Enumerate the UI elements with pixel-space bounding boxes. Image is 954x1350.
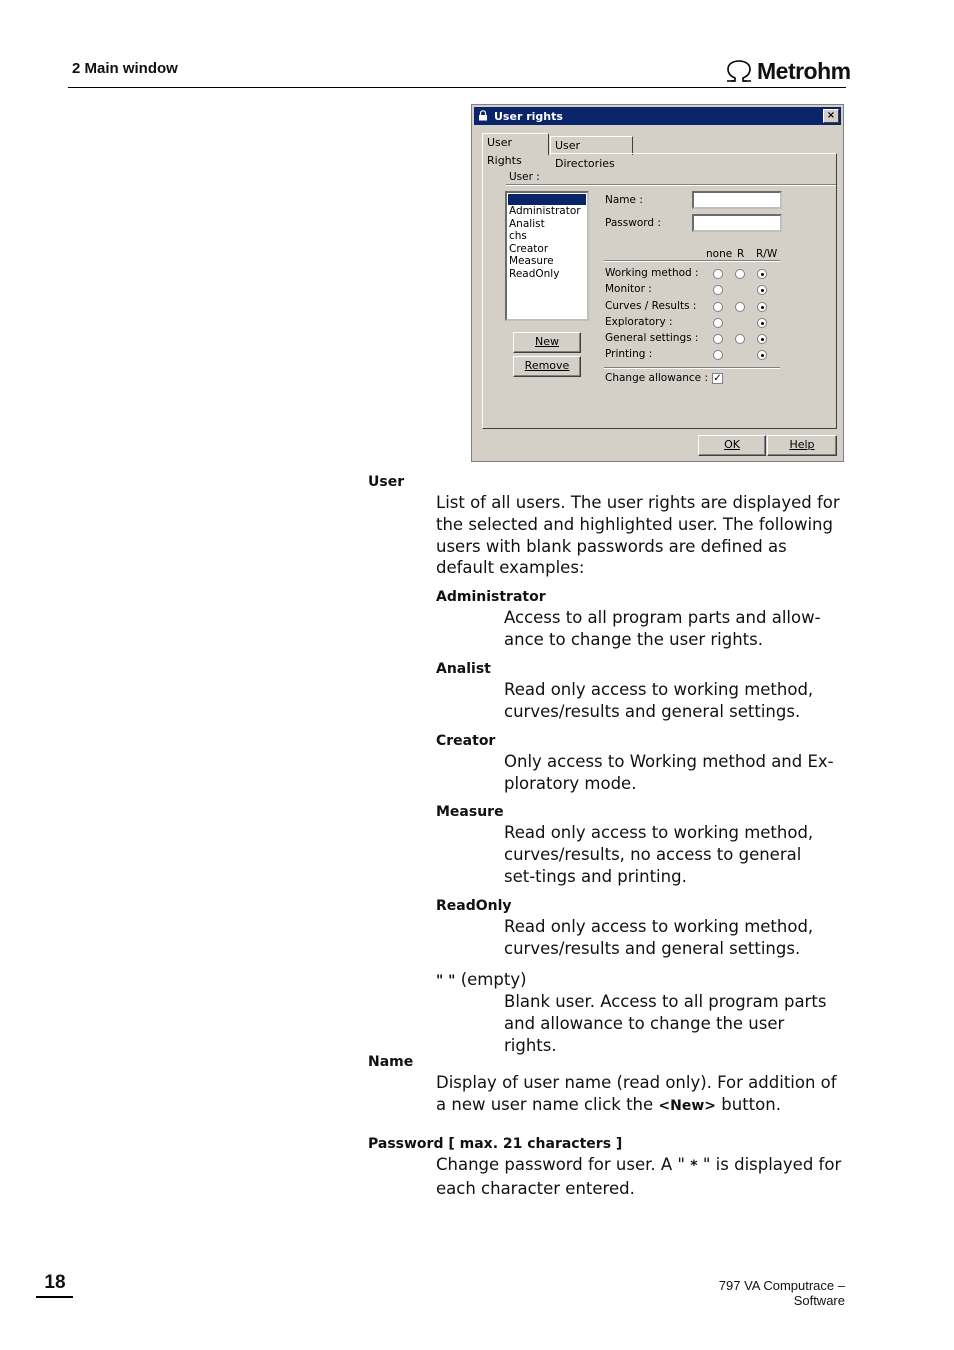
user-listbox[interactable] [505, 191, 589, 321]
term-password: Password [ max. 21 characters ] [368, 1136, 623, 1152]
user-rights-dialog [471, 104, 844, 462]
radio-rw[interactable] [757, 269, 767, 279]
desc-empty-user: Blank user. Access to all program parts and allowance to change the user rights. [504, 992, 827, 1055]
radio-none[interactable] [713, 302, 723, 312]
radio-r[interactable] [735, 269, 745, 279]
term-measure: Measure [436, 804, 504, 820]
rights-label: Exploratory : [605, 316, 673, 328]
remove-button[interactable]: Remove [513, 356, 581, 377]
change-allowance-label: Change allowance : [605, 372, 709, 384]
user-group-label: User : [509, 171, 540, 183]
radio-none[interactable] [713, 318, 723, 328]
radio-r[interactable] [735, 302, 745, 312]
metrohm-logo [724, 57, 851, 85]
close-button[interactable] [823, 109, 839, 123]
list-item[interactable]: Administrator [509, 205, 581, 217]
tab-label: User Directories [555, 139, 615, 170]
rights-label: General settings : [605, 332, 699, 344]
term-creator: Creator [436, 733, 496, 749]
password-label: Password : [605, 217, 661, 229]
new-button[interactable]: New [513, 332, 581, 353]
dialog-title: User rights [494, 110, 563, 123]
list-item[interactable]: Measure [509, 255, 554, 267]
term-analist: Analist [436, 661, 491, 677]
name-field[interactable] [692, 191, 782, 209]
page-number-rule [36, 1296, 73, 1298]
list-item[interactable]: chs [509, 230, 527, 242]
term-empty-suffix: (empty) [455, 970, 527, 989]
tab-label: User Rights [487, 136, 522, 167]
radio-rw[interactable] [757, 302, 767, 312]
rights-header-none: none [706, 248, 733, 260]
desc-name: Display of user name (read only). For addition of a new user name click the <New> button. [436, 1073, 837, 1114]
checkmark-icon: ✓ [713, 373, 722, 384]
radio-r[interactable] [735, 334, 745, 344]
radio-rw[interactable] [757, 334, 767, 344]
dialog-titlebar [474, 107, 841, 125]
desc-measure: Read only access to working method, curves/results, no access to general set-tings and printing. [504, 823, 814, 886]
section-heading: 2 Main window [72, 60, 178, 77]
document-title: 797 VA Computrace – Software [718, 1278, 845, 1308]
list-item-selected-blank[interactable] [508, 194, 586, 205]
rights-label: Monitor : [605, 283, 652, 295]
rights-label: Printing : [605, 348, 653, 360]
desc-administrator: Access to all program parts and allow-ance to change the user rights. [504, 608, 821, 649]
term-administrator: Administrator [436, 589, 546, 605]
list-item[interactable]: ReadOnly [509, 267, 560, 280]
list-item[interactable]: Creator [509, 242, 549, 255]
lock-icon [478, 110, 488, 121]
rights-label: Curves / Results : [605, 300, 697, 312]
term-empty-quotes: " " [436, 973, 456, 989]
page-number: 18 [44, 1272, 66, 1293]
radio-none[interactable] [713, 285, 723, 295]
header-rule [68, 87, 846, 88]
desc-user: List of all users. The user rights are displayed for the selected and highlighted user. The following users with blank passwords are defined as default examples: [436, 493, 840, 578]
radio-none[interactable] [713, 334, 723, 344]
asterisk-ref: * [690, 1158, 698, 1174]
ok-button[interactable]: OK [698, 435, 766, 456]
term-empty-user [436, 969, 527, 993]
radio-none[interactable] [713, 350, 723, 360]
password-field[interactable] [692, 214, 782, 232]
desc-password: Change password for user. A " * " is displayed for each character entered. [436, 1155, 842, 1198]
group-divider [506, 184, 836, 186]
rights-bottom-divider [604, 367, 780, 369]
name-label: Name : [605, 194, 643, 206]
desc-analist: Read only access to working method, curves/results and general settings. [504, 680, 814, 721]
term-user: User [368, 474, 405, 490]
rights-header-r: R [737, 248, 745, 260]
rights-header-rw: R/W [756, 248, 778, 260]
list-item[interactable]: Analist [509, 217, 545, 230]
desc-creator: Only access to Working method and Ex-ploratory mode. [504, 752, 834, 793]
logo-wordmark: Metrohm [757, 57, 851, 84]
radio-rw[interactable] [757, 318, 767, 328]
rights-label: Working method : [605, 267, 699, 279]
help-button[interactable]: Help [767, 435, 837, 456]
change-allowance-checkbox[interactable] [712, 373, 723, 384]
close-icon: × [826, 110, 836, 121]
radio-none[interactable] [713, 269, 723, 279]
desc-readonly: Read only access to working method, curves/results and general settings. [504, 917, 814, 958]
new-key-ref: <New> [658, 1097, 717, 1114]
radio-rw[interactable] [757, 350, 767, 360]
term-name: Name [368, 1054, 414, 1070]
rights-divider [604, 260, 780, 262]
omega-logo-icon [724, 59, 754, 83]
tab-user-rights[interactable] [482, 133, 549, 167]
term-readonly: ReadOnly [436, 898, 512, 914]
radio-rw[interactable] [757, 285, 767, 295]
